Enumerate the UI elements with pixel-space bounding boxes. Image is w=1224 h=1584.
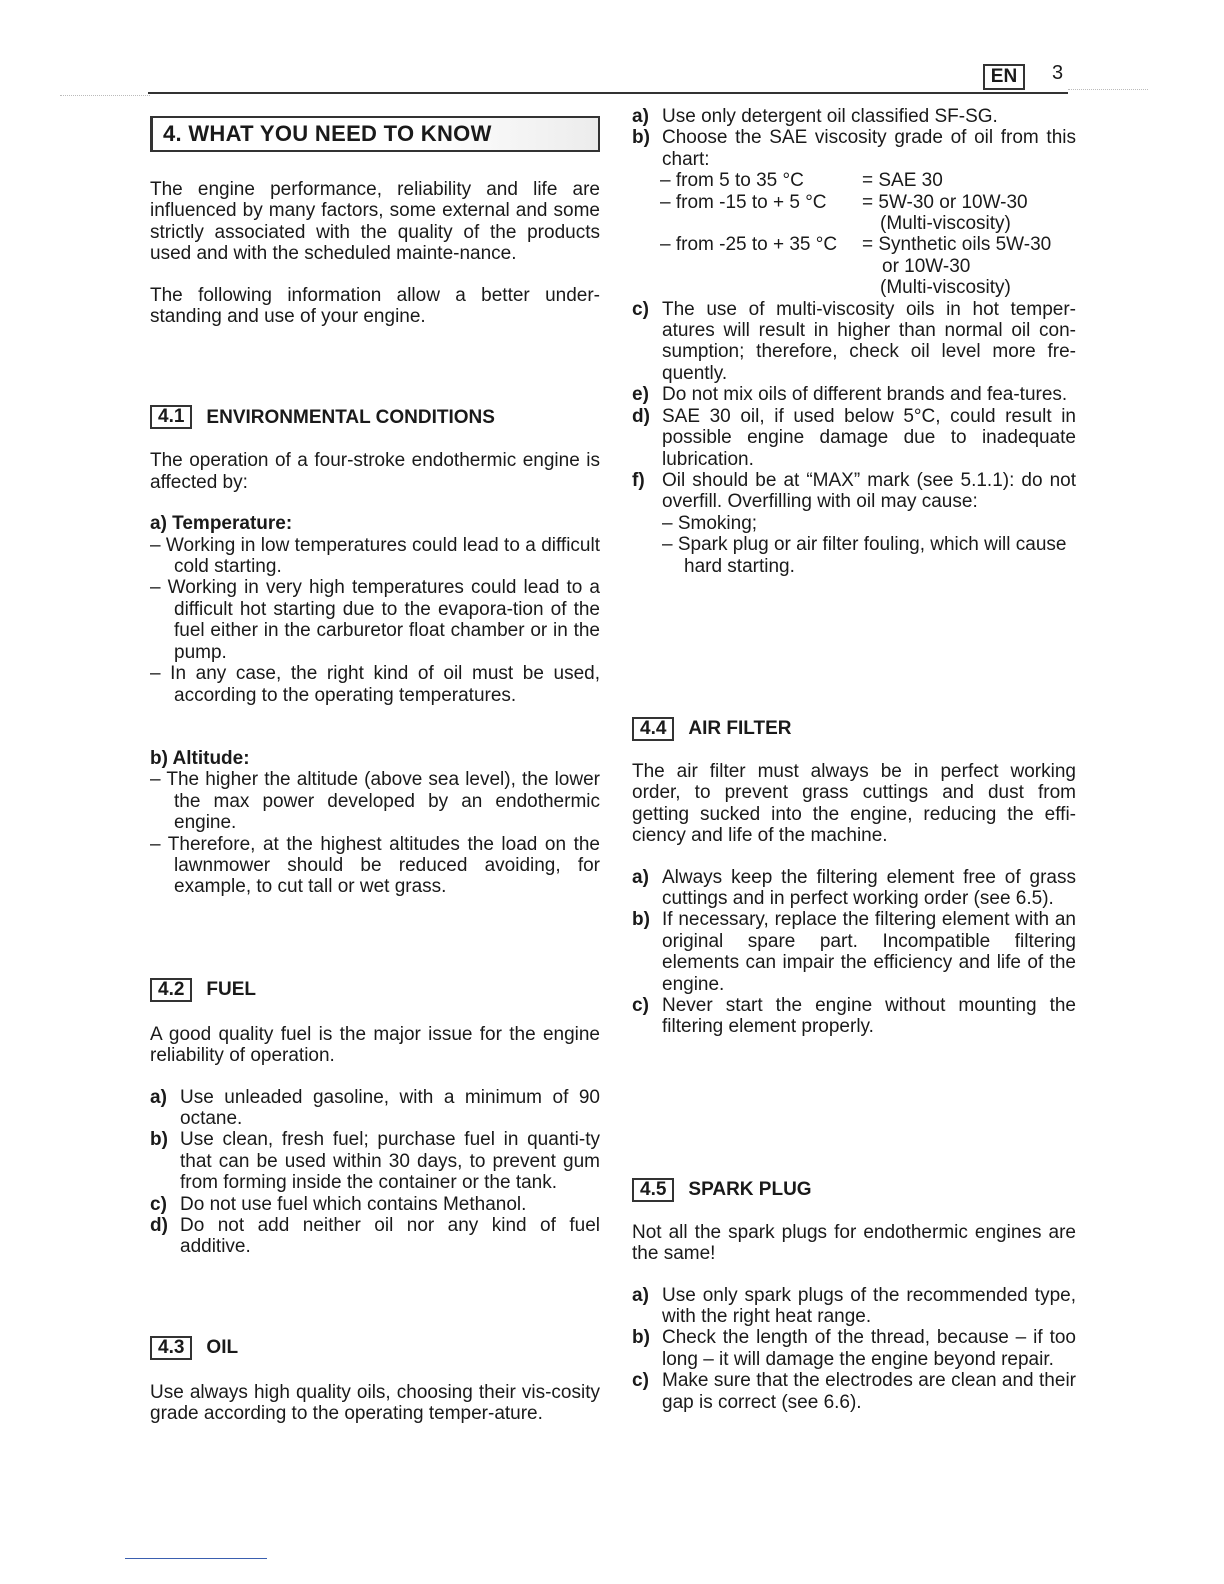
list-text: Use only spark plugs of the recommended type, with the right heat range. — [662, 1284, 1076, 1328]
list-item — [150, 1194, 600, 1215]
footer-rule — [125, 1558, 267, 1559]
list-text: Check the length of the thread, because – if too long – it will damage the engine beyond repair. — [662, 1327, 1076, 1370]
list-text: Use clean, fresh fuel; purchase fuel in quanti-ty that can be used within 30 days, to prevent gum from forming inside the container or the tank. — [180, 1129, 600, 1194]
list-text: Do not use fuel which contains Methanol. — [180, 1193, 527, 1215]
list-letter: a) — [150, 1086, 167, 1108]
intro-paragraph-1: The engine performance, reliability and life are influenced by many factors, some external and some strictly associated with the quality of the products used and with the scheduled mainte-nance. — [150, 179, 600, 265]
list-item — [150, 1215, 600, 1258]
list-item — [632, 1370, 1076, 1413]
spark-plug-list — [632, 1285, 1076, 1413]
list-letter: e) — [632, 384, 649, 406]
list-text: If necessary, replace the filtering element with an original spare part. Incompatible filtering elements can impair the efficiency and life of the engine. — [662, 909, 1076, 995]
list-letter: b) — [632, 1327, 650, 1349]
list-item: – Working in very high temperatures could lead to a difficult hot starting due to the evapora-tion of the fuel either in the carburetor float chamber or in the pump. — [150, 577, 600, 663]
list-text: Always keep the filtering element free of grass cuttings and in perfect working order (see 6.5). — [662, 866, 1076, 909]
left-column — [150, 116, 600, 1425]
section-title: FUEL — [206, 979, 257, 1001]
fuel-intro: A good quality fuel is the major issue for the engine reliability of operation. — [150, 1023, 600, 1067]
list-letter: d) — [150, 1215, 168, 1236]
list-letter: d) — [632, 405, 650, 427]
list-text: SAE 30 oil, if used below 5°C, could result in possible engine damage due to inadequate lubrication. — [662, 405, 1076, 470]
list-item: – Working in low temperatures could lead to a difficult cold starting. — [150, 534, 600, 578]
temp-range: – from -25 to + 35 °C — [660, 234, 838, 256]
fuel-list — [150, 1087, 600, 1258]
temp-range: – from 5 to 35 °C — [660, 170, 804, 192]
section-heading-4-3 — [150, 1336, 600, 1360]
list-letter: b) — [632, 909, 650, 931]
list-text: Oil should be at “MAX” mark (see 5.1.1): do not overfill. Overfilling with oil may cause: — [662, 469, 1076, 513]
section-heading-4-5 — [632, 1178, 1076, 1202]
list-item — [632, 867, 1076, 910]
section-number: 4.5 — [632, 1178, 674, 1202]
list-letter: c) — [150, 1193, 167, 1215]
section-number: 4.3 — [150, 1336, 192, 1360]
temperature-heading: a) Temperature: — [150, 513, 293, 535]
list-text: Never start the engine without mounting the filtering element properly. — [662, 995, 1076, 1038]
section-number: 4.1 — [150, 405, 192, 429]
language-badge: EN — [983, 64, 1025, 90]
viscosity-note: (Multi-viscosity) — [880, 213, 1011, 235]
list-item — [632, 406, 1076, 470]
oil-grade: = SAE 30 — [862, 170, 943, 192]
section-title: SPARK PLUG — [688, 1179, 812, 1201]
viscosity-row — [632, 170, 1076, 191]
section-number: 4.4 — [632, 717, 674, 741]
oil-intro: Use always high quality oils, choosing their vis-cosity grade according to the operating temper-ature. — [150, 1381, 600, 1425]
altitude-heading: b) Altitude: — [150, 747, 250, 769]
viscosity-note: (Multi-viscosity) — [880, 277, 1011, 299]
list-text: Do not add neither oil nor any kind of fuel additive. — [180, 1215, 600, 1258]
header-rule-faint-left — [60, 95, 150, 96]
list-letter: f) — [632, 469, 645, 491]
list-item: – In any case, the right kind of oil must be used, according to the operating temperatures. — [150, 663, 600, 706]
section-title: AIR FILTER — [688, 718, 792, 740]
list-item — [632, 299, 1076, 385]
list-letter: a) — [632, 866, 649, 888]
env-intro: The operation of a four-stroke endothermic engine is affected by: — [150, 450, 600, 493]
section-number: 4.2 — [150, 978, 192, 1002]
section-title: ENVIRONMENTAL CONDITIONS — [206, 406, 495, 428]
air-filter-intro: The air filter must always be in perfect working order, to prevent grass cuttings and dust from getting sucked into the engine, reducing the effi-ciency and life of the machine. — [632, 760, 1076, 847]
oil-grade: = Synthetic oils 5W-30 — [862, 234, 1052, 256]
list-text: Make sure that the electrodes are clean and their gap is correct (see 6.6). — [662, 1370, 1076, 1413]
list-text: Do not mix oils of different brands and fea-tures. — [662, 384, 1068, 406]
viscosity-note: or 10W-30 — [882, 255, 971, 277]
temp-range: – from -15 to + 5 °C — [660, 191, 827, 213]
header-rule — [148, 92, 1068, 94]
section-heading-4-1 — [150, 405, 600, 429]
list-item — [632, 384, 1076, 405]
right-column — [632, 106, 1076, 1413]
section-title: OIL — [206, 1337, 239, 1359]
intro-paragraph-2: The following information allow a better under-standing and use of your engine. — [150, 284, 600, 328]
list-item — [632, 1285, 1076, 1328]
list-letter: b) — [150, 1129, 168, 1151]
header-rule-faint-right — [1068, 89, 1148, 90]
list-item — [150, 1129, 600, 1193]
list-item — [150, 1087, 600, 1130]
list-text: Use unleaded gasoline, with a minimum of 90 octane. — [180, 1086, 600, 1129]
list-item — [632, 909, 1076, 995]
list-text: The use of multi-viscosity oils in hot temper-atures will result in higher than normal oil con-sumption; therefore, check oil level more fre-quently. — [662, 298, 1076, 384]
oil-grade: = 5W-30 or 10W-30 — [862, 191, 1028, 213]
list-item — [632, 995, 1076, 1038]
list-text: Use only detergent oil classified SF-SG. — [662, 106, 998, 127]
list-text: Choose the SAE viscosity grade of oil from this chart: — [662, 127, 1076, 170]
list-letter: c) — [632, 298, 649, 320]
list-item — [632, 127, 1076, 170]
list-item — [632, 106, 1076, 127]
list-letter: c) — [632, 1370, 649, 1392]
list-item — [632, 1327, 1076, 1370]
page-number: 3 — [1052, 62, 1064, 84]
section-heading-4-4 — [632, 717, 1076, 741]
air-filter-list — [632, 867, 1076, 1038]
list-item: – Spark plug or air filter fouling, which will cause hard starting. — [662, 534, 1067, 577]
spark-plug-intro: Not all the spark plugs for endothermic engines are the same! — [632, 1221, 1076, 1265]
list-item: – Therefore, at the highest altitudes the load on the lawnmower should be reduced avoiding, for example, to cut tall or wet grass. — [150, 833, 600, 898]
list-item: – Smoking; — [662, 512, 758, 534]
list-letter: a) — [632, 106, 649, 127]
viscosity-row — [632, 192, 1076, 213]
chapter-title: 4. WHAT YOU NEED TO KNOW — [150, 116, 600, 152]
viscosity-row — [632, 234, 1076, 255]
list-letter: c) — [632, 995, 649, 1016]
list-item — [632, 470, 1076, 513]
list-item: – The higher the altitude (above sea level), the lower the max power developed by an endothermic engine. — [150, 769, 600, 834]
list-letter: b) — [632, 127, 650, 149]
list-letter: a) — [632, 1284, 649, 1306]
section-heading-4-2 — [150, 978, 600, 1002]
